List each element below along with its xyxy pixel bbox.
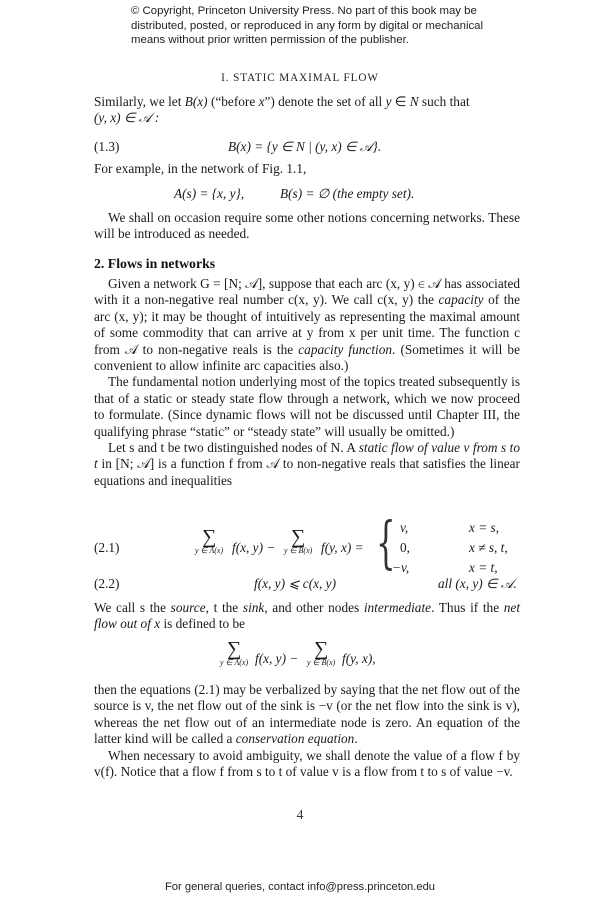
- intro-line-2: (y, x) ∈ 𝒜 :: [94, 110, 160, 126]
- copyright-line-1: © Copyright, Princeton University Press. No part of this book may be: [131, 5, 477, 17]
- case-value: −v,: [392, 560, 410, 575]
- intro-line-1: [94, 94, 520, 110]
- equation-2-1: [0, 511, 600, 582]
- case-condition: x ≠ s, t,: [469, 540, 508, 555]
- text: .: [354, 731, 358, 747]
- text: ”) denote the set of all: [264, 94, 386, 109]
- section-p6: When necessary to avoid ambiguity, we shall denote the value of a flow f by v(f). Notice that a flow f from s to t of value v is a flow from t to s of value −v.: [94, 747, 520, 780]
- math: B(x): [184, 94, 208, 109]
- term-1: f(x, y) −: [255, 651, 299, 666]
- net-flow-equation: [0, 640, 600, 676]
- math: N: [409, 94, 419, 109]
- copyright-line-2: distributed, posted, or reproduced in any form by digital or mechanical: [131, 19, 484, 32]
- term-2: f(y, x),: [342, 651, 376, 666]
- text: is defined to be: [160, 616, 246, 632]
- section-paragraph-1: [94, 276, 520, 489]
- text: in [N; 𝒜] is a function f from 𝒜 to non-negative reals that satisfies the linear equations and inequalities: [94, 456, 520, 488]
- case-condition: x = t,: [469, 560, 498, 575]
- text: We call s the: [94, 600, 171, 615]
- example-text: For example, in the network of Fig. 1.1,: [94, 161, 307, 176]
- section-p2: The fundamental notion underlying most of the topics treated subsequently is that of a static or steady state flow through a network, which we now proceed to formulate. (Since dynamic flows will not be discussed until Chapter III, the qualifying phrase “static” or “steady state” will usually be omitted.): [94, 374, 520, 439]
- example-intro: [94, 161, 520, 177]
- text: then the equations (2.1) may be verbalized by saying that the net flow out of the source is v, the net flow out of the sink is −v (or the net flow into the sink is v), whereas the net flow out of an intermediate node is zero. An equation of the latter kind will be called a: [94, 682, 520, 747]
- math: x: [258, 94, 265, 109]
- sigma-icon: ∑: [291, 526, 306, 548]
- intro-p2-text: We shall on occasion require some other notions concerning networks. These will be introduced as needed.: [94, 210, 520, 242]
- case-value: 0,: [400, 540, 410, 555]
- summation-2: [307, 640, 335, 667]
- text: ∈: [391, 94, 410, 109]
- text: Given a network G = [N; 𝒜], suppose that each arc (x, y) ∈ 𝒜 has associated with it a non-negative real number c(x, y). We call c(x, y) the: [94, 276, 520, 308]
- term-2: f(y, x) =: [321, 540, 364, 555]
- case-value: v,: [400, 520, 409, 535]
- summation-subscript: y ∈ B(x): [307, 658, 336, 667]
- section-heading: 2. Flows in networks: [94, 256, 216, 271]
- copyright-notice: [131, 4, 491, 48]
- footer-contact: For general queries, contact info@press.princeton.edu: [164, 881, 436, 893]
- math: y: [385, 94, 392, 109]
- summation-1: [195, 528, 223, 555]
- text: such that: [418, 94, 470, 109]
- text: (“before: [207, 94, 259, 109]
- emphasis: source: [170, 600, 206, 615]
- emphasis: capacity function: [298, 341, 393, 357]
- case-condition: x = s,: [469, 520, 500, 535]
- left-brace-icon: {: [376, 511, 396, 576]
- summation-1: [220, 640, 248, 667]
- example-eq-left: A(s) = {x, y},: [174, 186, 245, 201]
- equation-number: (1.3): [94, 139, 120, 154]
- text: of the arc (x, y); it may be thought of intuitively as representing the maximal amount of some commodity that can arrive at y from x per unit time. The function c from 𝒜 to non-negative reals is the: [94, 292, 520, 357]
- text: . Thus if the: [431, 600, 504, 615]
- summation-subscript: y ∈ A(x): [195, 546, 224, 555]
- section-p3: [94, 440, 520, 489]
- copyright-line-3: means without prior written permission of the publisher.: [131, 34, 409, 47]
- sigma-icon: ∑: [201, 526, 217, 548]
- summation-subscript: y ∈ B(x): [284, 546, 313, 555]
- intro-paragraph-2: [94, 210, 520, 243]
- emphasis: sink: [242, 600, 265, 615]
- example-eq-right: B(s) = ∅ (the empty set).: [280, 186, 415, 201]
- emphasis: static flow of value v from s to t: [94, 440, 520, 472]
- emphasis: conservation equation: [235, 731, 355, 747]
- equation-body: B(x) = {y ∈ N | (y, x) ∈ 𝒜}.: [228, 139, 382, 154]
- section-paragraph-4: [94, 600, 520, 633]
- text: Let s and t be two distinguished nodes of N. A: [108, 440, 359, 456]
- sigma-icon: ∑: [314, 638, 329, 660]
- text: . (Sometimes it will be convenient to allow infinite arc capacities also.): [94, 341, 520, 374]
- equation-body: f(x, y) ⩽ c(x, y): [254, 576, 337, 591]
- section-p1: [94, 276, 520, 374]
- text: Similarly, we let: [94, 94, 185, 109]
- summation-subscript: y ∈ A(x): [220, 658, 249, 667]
- running-head: I. STATIC MAXIMAL FLOW: [221, 72, 379, 84]
- text: , t the: [205, 600, 243, 615]
- emphasis: net flow out of x: [94, 600, 521, 632]
- emphasis: intermediate: [363, 600, 432, 615]
- emphasis: capacity: [438, 292, 484, 308]
- page-number: 4: [296, 807, 304, 822]
- section-p4: [94, 600, 520, 633]
- summation-2: [284, 528, 312, 555]
- equation-number: (2.2): [94, 576, 120, 591]
- equation-condition: all (x, y) ∈ 𝒜.: [438, 576, 517, 591]
- sigma-icon: ∑: [226, 638, 242, 660]
- section-paragraph-5: [94, 682, 520, 780]
- text: , and other nodes: [264, 600, 364, 615]
- section-p5: [94, 682, 520, 748]
- equation-number: (2.1): [94, 540, 120, 555]
- intro-paragraph: [94, 94, 520, 127]
- term-1: f(x, y) −: [232, 540, 276, 555]
